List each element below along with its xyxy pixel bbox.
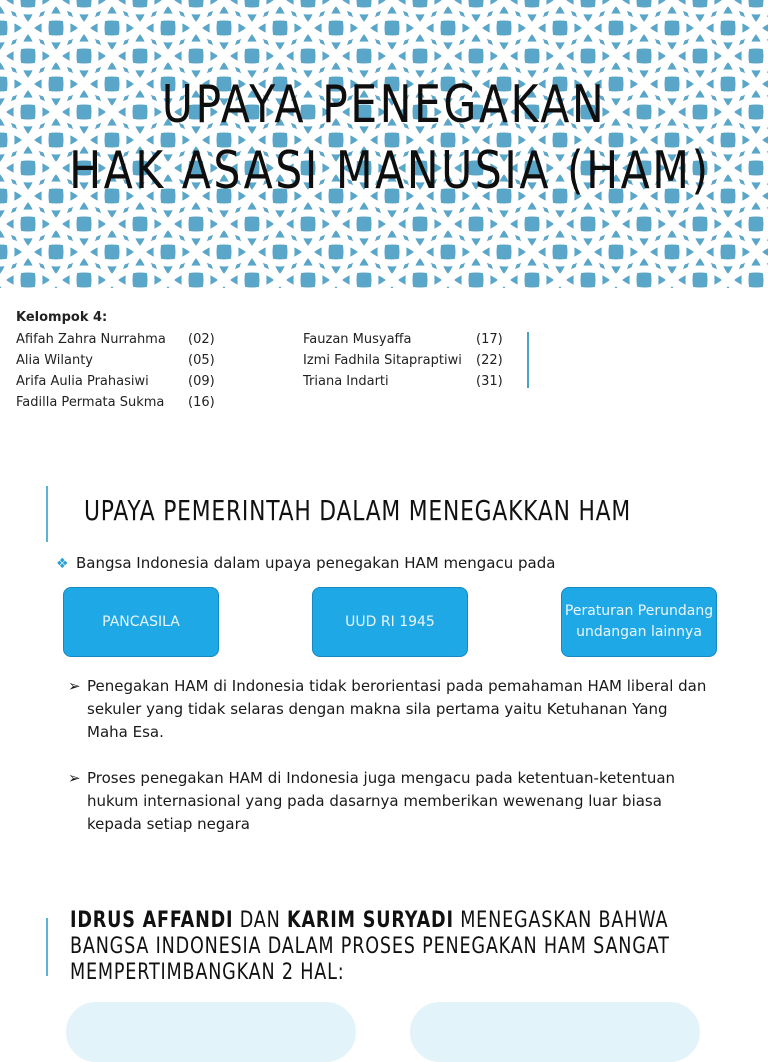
title-banner (0, 0, 768, 288)
slide-title-line-1: UPAYA PENEGAKAN (161, 75, 607, 135)
point-text: Proses penegakan HAM di Indonesia juga mengacu pada ketentuan-ketentuan hukum internasional yang pada dasarnya memberikan wewenang luar biasa kepada setiap negara (87, 769, 676, 833)
member-number: (17) (476, 332, 503, 347)
author-name: IDRUS AFFANDI (70, 908, 234, 933)
member-number: (22) (476, 353, 503, 368)
member-number: (05) (188, 353, 215, 368)
section-accent-bar (46, 486, 48, 542)
box-label: PANCASILA (102, 613, 180, 630)
member-name: Fauzan Musyaffa (303, 332, 412, 347)
bullet-text: Bangsa Indonesia dalam upaya penegakan HAM mengacu pada (76, 554, 556, 572)
member-row (16, 351, 215, 371)
arrow-bullet-icon: ➢ (68, 769, 81, 787)
member-number: (31) (476, 374, 503, 389)
consideration-card (410, 1002, 700, 1062)
slide-title-line-2: HAK ASASI MANUSIA (HAM) (69, 141, 711, 201)
conjunction: DAN (233, 908, 287, 933)
member-name: Izmi Fadhila Sitapraptiwi (303, 353, 462, 368)
reference-box-uud (312, 587, 468, 657)
author-name: KARIM SURYADI (287, 908, 454, 933)
member-row (16, 372, 215, 392)
arrow-bullet-icon: ➢ (68, 677, 81, 695)
slide-title (69, 72, 711, 204)
group-label: Kelompok 4: (16, 310, 108, 325)
member-row (16, 393, 215, 413)
member-row (16, 330, 215, 350)
member-name: Afifah Zahra Nurrahma (16, 332, 166, 347)
member-number: (02) (188, 332, 215, 347)
member-row (303, 372, 503, 392)
member-name: Alia Wilanty (16, 353, 94, 368)
section-heading (70, 908, 734, 986)
member-name: Fadilla Permata Sukma (16, 395, 165, 410)
accent-divider (527, 332, 529, 388)
point-item (68, 767, 708, 837)
heading-rest: MENEGASKAN BAHWA BANGSA INDONESIA DALAM PROSES PENEGAKAN HAM SANGAT MEMPERTIMBANGKAN 2 HAL: (70, 908, 670, 985)
member-name: Arifa Aulia Prahasiwi (16, 374, 149, 389)
reference-box-peraturan (561, 587, 717, 657)
reference-box-pancasila (63, 587, 219, 657)
point-text: Penegakan HAM di Indonesia tidak berorientasi pada pemahaman HAM liberal dan sekuler yang tidak selaras dengan makna sila pertama yaitu Ketuhanan Yang Maha Esa. (87, 677, 707, 741)
member-name: Triana Indarti (303, 374, 389, 389)
member-row (303, 351, 503, 371)
member-number: (09) (188, 374, 215, 389)
box-label: Peraturan Perundang undangan lainnya (564, 603, 714, 640)
section-accent-bar (46, 918, 48, 976)
member-row (303, 330, 503, 350)
consideration-card (66, 1002, 356, 1062)
section-title: UPAYA PEMERINTAH DALAM MENEGAKKAN HAM (84, 494, 632, 527)
diamond-bullet-icon: ❖ (56, 556, 69, 572)
member-number: (16) (188, 395, 215, 410)
point-item (68, 675, 708, 745)
box-label: UUD RI 1945 (345, 613, 435, 630)
